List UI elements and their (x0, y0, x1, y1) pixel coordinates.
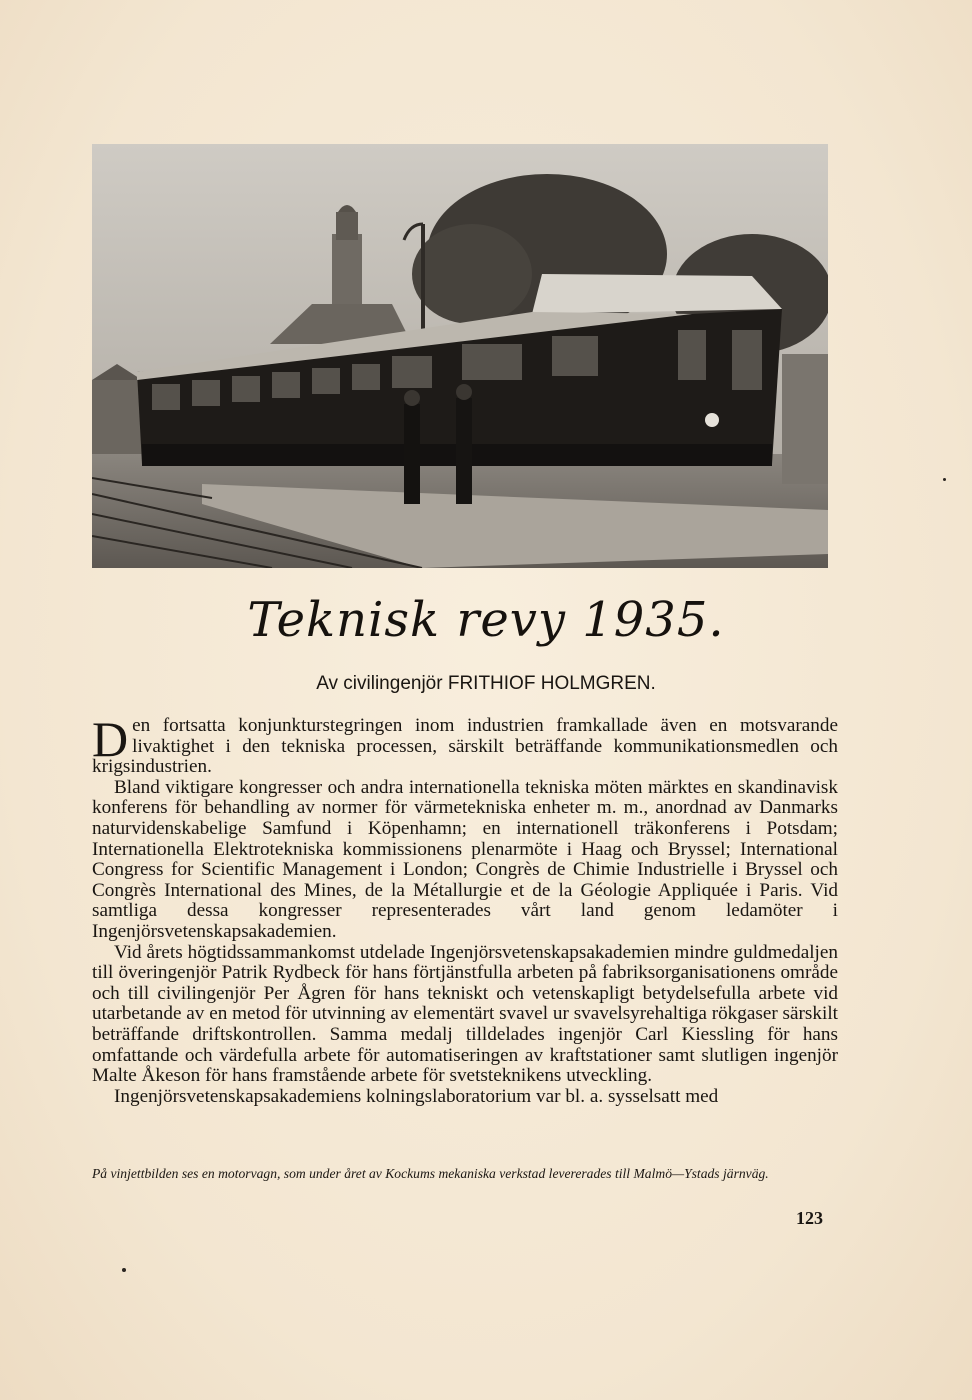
paragraph-3: Vid årets högtidssammankomst utdelade Ingenjörsvetenskapsakademien mindre guldmedaljen till överingenjör Patrik Rydbeck för hans förtjänstfulla arbeten på fabriksorganisationens område och till civilingenjör Per Ågren för hans tekniskt och vetenskapligt betydelsefulla arbete vid utarbetande av en metod för utvinning av elementärt svavel ur svavelsyrehaltiga rökgaser särskilt beträffande driftskontrollen. Samma medalj tilldelades ingenjör Carl Kiessling för hans omfattande och värdefulla arbete för automatiseringen av kraftstationer samt slutligen ingenjör Malte Åkeson för hans framstående arbete för svetsteknikens utveckling. (92, 941, 838, 1087)
ink-speck (943, 478, 946, 481)
paragraph-2: Bland viktigare kongresser och andra internationella tekniska möten märktes en skandinavisk konferens för behandling av normer för värmetekniska enheter m. m., anordnad av Danmarks naturvidenskabelige Samfund i Köpenhamn; en internationell träkonferens i Potsdam; Internationella Elektrotekniska kommissionens plenarmöte i Haag och Bryssel; International Congress for Scientific Management i London; Congrès de Chimie Industrielle i Bryssel och Congrès International des Mines, de la Métallurgie et de la Géologie Appliquée i Paris. Vid samtliga dessa kongresser representerades vårt land genom ledamöter i Ingenjörsvetenskapsakademien. (92, 776, 838, 942)
ink-speck (122, 1268, 126, 1272)
paragraph-4: Ingenjörsvetenskapsakademiens kolningslaboratorium var bl. a. sysselsatt med (114, 1085, 719, 1107)
drop-cap: D (92, 711, 129, 767)
paragraph-1 (92, 711, 838, 778)
railcar-photo-illustration (92, 144, 828, 568)
page-number: 123 (796, 1208, 823, 1228)
paragraph-1-text: en fortsatta konjunkturstegringen inom industrien framkallade även en motsvarande livaktighet i den tekniska processen, särskilt beträffande kommunikationsmedlen och krigsindustrien. (92, 715, 838, 778)
article-byline: Av civilingenjör FRITHIOF HOLMGREN. (316, 673, 656, 694)
photo-caption: På vinjettbilden ses en motorvagn, som under året av Kockums mekaniska verkstad levererades till Malmö—Ystads järnväg. (92, 1166, 769, 1181)
article-title: Teknisk revy 1935. (247, 592, 725, 648)
railcar-photo (92, 144, 828, 568)
article-body (92, 711, 838, 1107)
